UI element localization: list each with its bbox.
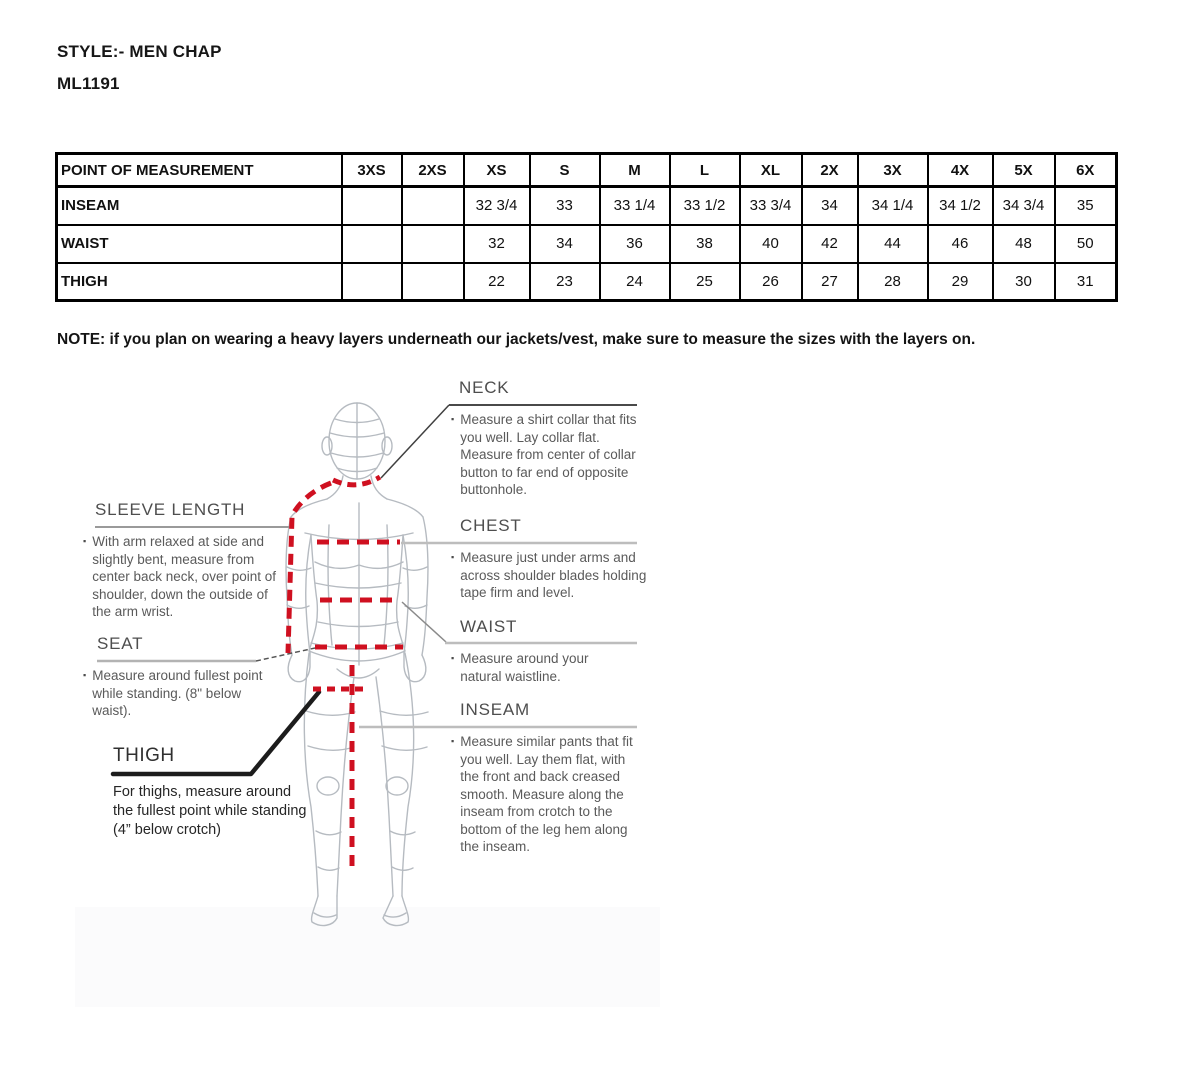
- neck-instructions: ▪ Measure a shirt collar that fits you well. Lay collar flat. Measure from center of collar button to far end of opposite buttonhole.: [451, 412, 637, 497]
- column-header-size: XS: [464, 154, 530, 187]
- size-value-cell: [402, 187, 464, 225]
- thigh-instructions: For thighs, measure around the fullest point while standing (4” below crotch): [113, 784, 307, 838]
- row-label: WAIST: [57, 225, 342, 263]
- size-value-cell: 28: [858, 263, 928, 301]
- row-label: THIGH: [57, 263, 342, 301]
- note-text: NOTE: if you plan on wearing a heavy layers underneath our jackets/vest, make sure to measure the sizes with the layers on.: [57, 331, 976, 348]
- size-value-cell: 46: [928, 225, 993, 263]
- size-value-cell: 27: [802, 263, 858, 301]
- size-value-cell: 32 3/4: [464, 187, 530, 225]
- size-chart-body: [57, 187, 1117, 301]
- bullet-icon: ▪: [451, 736, 455, 746]
- column-header-size: 4X: [928, 154, 993, 187]
- model-number: ML1191: [57, 74, 120, 93]
- size-value-cell: 33 3/4: [740, 187, 802, 225]
- size-value-cell: 34 1/2: [928, 187, 993, 225]
- waist-heading: WAIST: [460, 617, 518, 636]
- size-value-cell: 30: [993, 263, 1055, 301]
- column-header-label: POINT OF MEASUREMENT: [57, 154, 342, 187]
- size-value-cell: [342, 263, 402, 301]
- size-value-cell: 25: [670, 263, 740, 301]
- size-value-cell: 23: [530, 263, 600, 301]
- seat-callout-line: [256, 648, 315, 661]
- size-value-cell: 22: [464, 263, 530, 301]
- column-header-size: S: [530, 154, 600, 187]
- size-value-cell: 36: [600, 225, 670, 263]
- size-value-cell: 33 1/4: [600, 187, 670, 225]
- column-header-size: L: [670, 154, 740, 187]
- size-chart-table-container: [55, 152, 1118, 302]
- bullet-icon: ▪: [83, 670, 87, 680]
- seat-instructions: ▪ Measure around fullest point while standing. (8" below waist).: [83, 668, 263, 718]
- size-value-cell: 33: [530, 187, 600, 225]
- row-label: INSEAM: [57, 187, 342, 225]
- size-value-cell: [402, 225, 464, 263]
- bullet-icon: ▪: [451, 653, 455, 663]
- size-value-cell: 26: [740, 263, 802, 301]
- column-header-size: XL: [740, 154, 802, 187]
- sleeve-length-instructions: ▪ With arm relaxed at side and slightly bent, measure from center back neck, over point of shoulder, down the outside of the arm wrist.: [83, 534, 277, 619]
- size-value-cell: 29: [928, 263, 993, 301]
- size-value-cell: 48: [993, 225, 1055, 263]
- chest-heading: CHEST: [460, 516, 522, 535]
- size-value-cell: 44: [858, 225, 928, 263]
- column-header-size: 6X: [1055, 154, 1117, 187]
- bullet-icon: ▪: [83, 536, 87, 546]
- bullet-icon: ▪: [451, 414, 455, 424]
- table-row: [57, 225, 1117, 263]
- size-value-cell: 32: [464, 225, 530, 263]
- neck-heading: NECK: [459, 378, 510, 397]
- chest-instructions: ▪ Measure just under arms and across shoulder blades holding tape firm and level.: [451, 550, 647, 600]
- size-value-cell: 50: [1055, 225, 1117, 263]
- inseam-instructions: ▪ Measure similar pants that fit you well. Lay them flat, with the front and back creased smooth. Measure along the inseam from crotch to the bottom of the leg hem along the inseam.: [451, 734, 633, 854]
- measurement-diagram: [75, 375, 660, 1023]
- size-value-cell: 35: [1055, 187, 1117, 225]
- size-value-cell: [402, 263, 464, 301]
- column-header-size: 2XS: [402, 154, 464, 187]
- table-row: [57, 187, 1117, 225]
- size-value-cell: 34 3/4: [993, 187, 1055, 225]
- size-value-cell: 34: [802, 187, 858, 225]
- size-chart-header-row: [57, 154, 1117, 187]
- size-value-cell: 24: [600, 263, 670, 301]
- size-value-cell: 34 1/4: [858, 187, 928, 225]
- size-chart-table: [55, 152, 1118, 302]
- waist-instructions: ▪ Measure around your natural waistline.: [451, 651, 589, 684]
- column-header-size: 5X: [993, 154, 1055, 187]
- size-value-cell: 38: [670, 225, 740, 263]
- mannequin-wireframe: [286, 403, 428, 925]
- style-title: STYLE:- MEN CHAP: [57, 42, 222, 61]
- seat-heading: SEAT: [97, 634, 144, 653]
- table-row: [57, 263, 1117, 301]
- inseam-heading: INSEAM: [460, 700, 530, 719]
- size-value-cell: 34: [530, 225, 600, 263]
- thigh-heading: THIGH: [113, 745, 175, 766]
- size-value-cell: [342, 225, 402, 263]
- size-value-cell: 33 1/2: [670, 187, 740, 225]
- size-value-cell: 42: [802, 225, 858, 263]
- size-value-cell: 40: [740, 225, 802, 263]
- column-header-size: 3X: [858, 154, 928, 187]
- size-value-cell: [342, 187, 402, 225]
- floor-band: [75, 907, 660, 1007]
- sleeve-length-heading: SLEEVE LENGTH: [95, 500, 246, 519]
- column-header-size: 3XS: [342, 154, 402, 187]
- column-header-size: 2X: [802, 154, 858, 187]
- column-header-size: M: [600, 154, 670, 187]
- size-value-cell: 31: [1055, 263, 1117, 301]
- bullet-icon: ▪: [451, 552, 455, 562]
